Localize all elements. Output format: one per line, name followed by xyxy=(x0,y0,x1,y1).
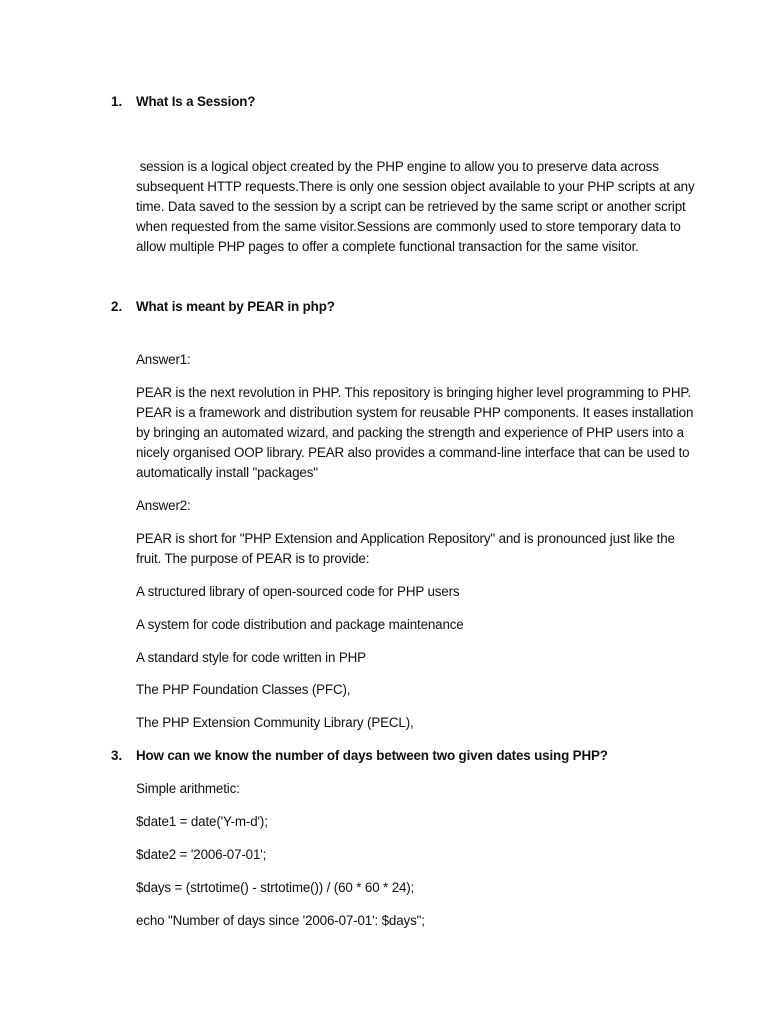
question-3-number: 3. xyxy=(111,748,123,763)
q1-body-line: session is a logical object created by the PHP engine to allow you to preserve data across xyxy=(136,159,659,174)
q3-code-line: echo "Number of days since '2006-07-01': $days"; xyxy=(136,913,425,928)
question-3-title: How can we know the number of days between two given dates using PHP? xyxy=(136,748,608,763)
q3-line: Simple arithmetic: xyxy=(136,781,240,796)
answer1-line: PEAR is a framework and distribution system for reusable PHP components. It eases installation xyxy=(136,405,694,420)
question-2-title: What is meant by PEAR in php? xyxy=(136,299,335,314)
question-2-number: 2. xyxy=(111,299,123,314)
answer2-point: A structured library of open-sourced code for PHP users xyxy=(136,584,460,599)
question-1-number: 1. xyxy=(111,94,123,109)
q1-body-line: when requested from the same visitor.Sessions are commonly used to store temporary data to xyxy=(136,219,681,234)
answer2-line: fruit. The purpose of PEAR is to provide: xyxy=(136,551,370,566)
answer1-line: nicely organised OOP library. PEAR also provides a command-line interface that can be used to xyxy=(136,445,690,460)
answer1-line: by bringing an automated wizard, and packing the strength and experience of PHP users into a xyxy=(136,425,684,440)
q3-code-line: $date2 = '2006-07-01'; xyxy=(136,847,267,862)
answer2-point: A standard style for code written in PHP xyxy=(136,650,366,665)
q1-body-line: subsequent HTTP requests.There is only one session object available to your PHP scripts at any xyxy=(136,179,695,194)
answer1-line: PEAR is the next revolution in PHP. This repository is bringing higher level programming to PHP. xyxy=(136,385,691,400)
question-1-title: What Is a Session? xyxy=(136,94,256,109)
answer2-point: A system for code distribution and package maintenance xyxy=(136,617,464,632)
answer2-line: PEAR is short for "PHP Extension and Application Repository" and is pronounced just like the xyxy=(136,531,675,546)
answer2-point: The PHP Foundation Classes (PFC), xyxy=(136,682,351,697)
answer1-label: Answer1: xyxy=(136,352,191,367)
answer2-point: The PHP Extension Community Library (PECL), xyxy=(136,715,414,730)
q3-code-line: $days = (strtotime() - strtotime()) / (60 * 60 * 24); xyxy=(136,880,415,895)
q3-code-line: $date1 = date('Y-m-d'); xyxy=(136,814,268,829)
q1-body-line: allow multiple PHP pages to offer a complete functional transaction for the same visitor. xyxy=(136,239,639,254)
answer2-label: Answer2: xyxy=(136,498,191,513)
q1-body-line: time. Data saved to the session by a script can be retrieved by the same script or another script xyxy=(136,199,686,214)
answer1-line: automatically install "packages" xyxy=(136,465,318,480)
